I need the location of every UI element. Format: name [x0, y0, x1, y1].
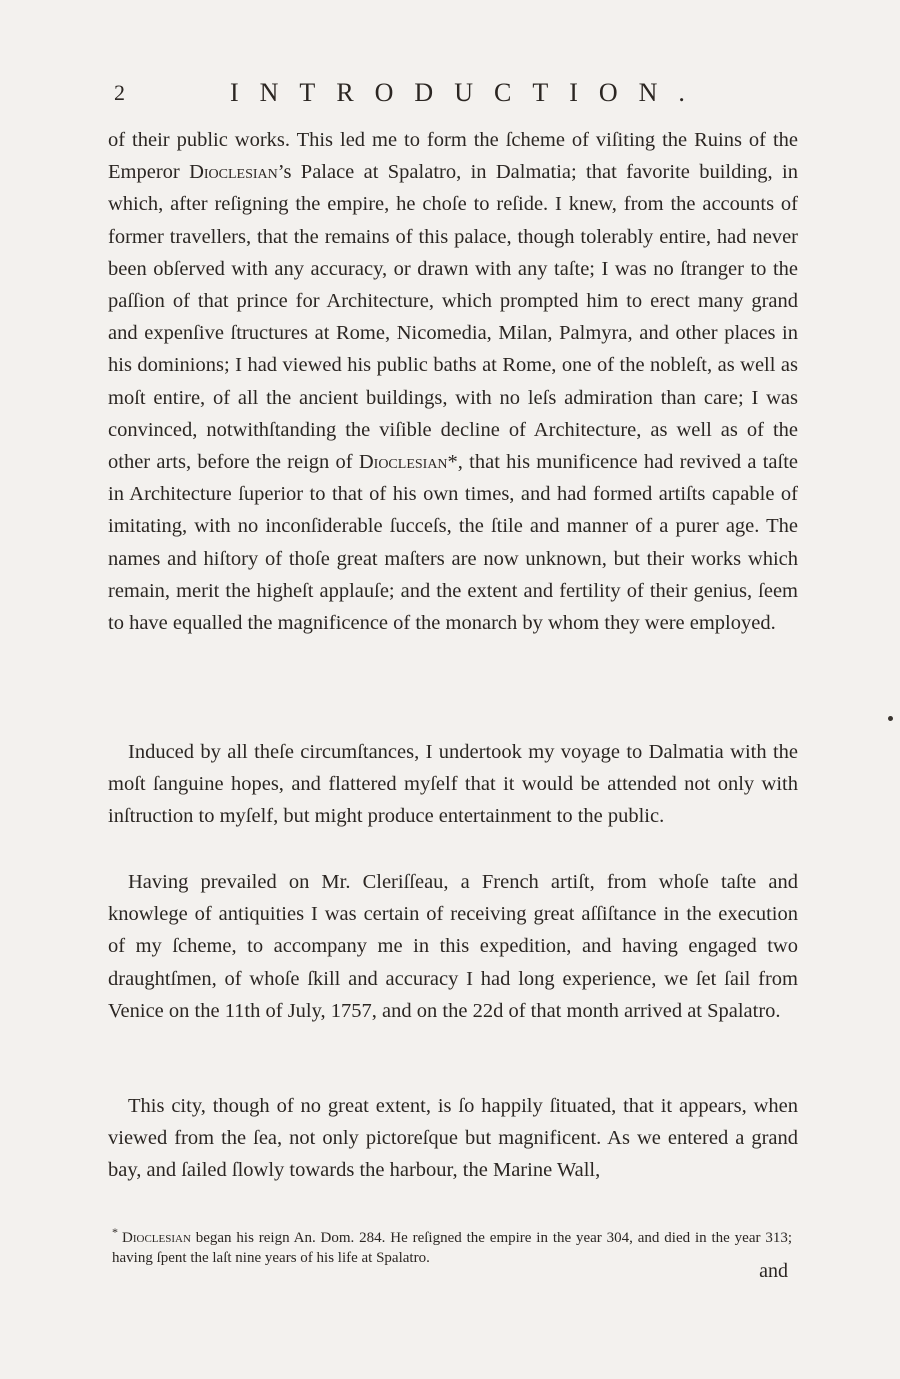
footnote-mark: *	[112, 1225, 118, 1239]
p1-text-b: ’s Palace at Spalatro, in Dalmatia; that favorite building, in which, after reſigning the empire, he choſe to reſide. I knew, from the accounts of former travellers, that the remains of this palace, though tolerably entire, had never been obſerved with any accuracy, or drawn with any taſte; I was no ſtranger to the paſſion of that prince for Architecture, which prompted him to erect many grand and expenſive ſtructures at Rome, Nicomedia, Milan, Palmyra, and other places in his dominions; I had viewed his public baths at Rome, one of the nobleſt, as well as moſt entire, of all the ancient buildings, with no leſs admiration than care; I was convinced, notwithſtanding the viſible decline of Architecture, as well as of the other arts, before the reign of	[108, 161, 798, 474]
paragraph-2-text: Induced by all theſe circumſtances, I undertook my voyage to Dalmatia with the moſt ſanguine hopes, and flattered myſelf that it would be attended not only with inſtruction to myſelf, but might produce entertainment to the public.	[108, 741, 798, 828]
p1-text-c: , that his munificence had revived a taſte in Architecture ſuperior to that of his own times, and had formed artiſts capable of imitating, with no inconſiderable ſucceſs, the ſtile and manner of a purer age. The names and hiſtory of thoſe great maſters are now unknown, but their works which remain, merit the higheſt applauſe; and the extent and fertility of their genius, ſeem to have equalled the magnificence of the monarch by whom they were employed.	[108, 451, 798, 635]
page-number: 2	[114, 80, 125, 105]
paragraph-4	[108, 1090, 798, 1187]
paragraph-4-text: This city, though of no great extent, is ſo happily ſituated, that it appears, when viewed from the ſea, not only pictoreſque but magnificent. As we entered a grand bay, and ſailed ſlowly towards the harbour, the Marine Wall,	[108, 1095, 798, 1182]
page-header	[110, 78, 790, 114]
running-head: INTRODUCTION.	[230, 78, 706, 107]
paragraph-2	[108, 736, 798, 833]
footnote	[112, 1222, 792, 1268]
name-dioclesian-1: Dioclesian	[189, 161, 278, 184]
footnote-text: began his reign An. Dom. 284. He reſigned the empire in the year 304, and died in the year 313; having ſpent the laſt nine years of his life at Spalatro.	[112, 1230, 792, 1266]
footnote-reference-mark: *	[447, 451, 458, 474]
paragraph-3-text: Having prevailed on Mr. Cleriſſeau, a French artiſt, from whoſe taſte and knowlege of antiquities I was certain of receiving great aſſiſtance in the execution of my ſcheme, to accompany me in this expedition, and having engaged two draughtſmen, of whoſe ſkill and accuracy I had long experience, we ſet ſail from Venice on the 11th of July, 1757, and on the 22d of that month arrived at Spalatro.	[108, 871, 798, 1022]
p1-text-a: of their public works. This led me to form the ſcheme of viſiting the Ruins of the Emperor	[108, 129, 798, 184]
paragraph-1	[108, 124, 798, 639]
paragraph-3	[108, 866, 798, 1027]
catchword: and	[759, 1260, 788, 1282]
ink-speck	[888, 716, 893, 721]
name-dioclesian-2: Dioclesian	[358, 451, 448, 474]
footnote-name: Dioclesian	[122, 1230, 191, 1246]
paragraph-1-text	[108, 124, 798, 639]
